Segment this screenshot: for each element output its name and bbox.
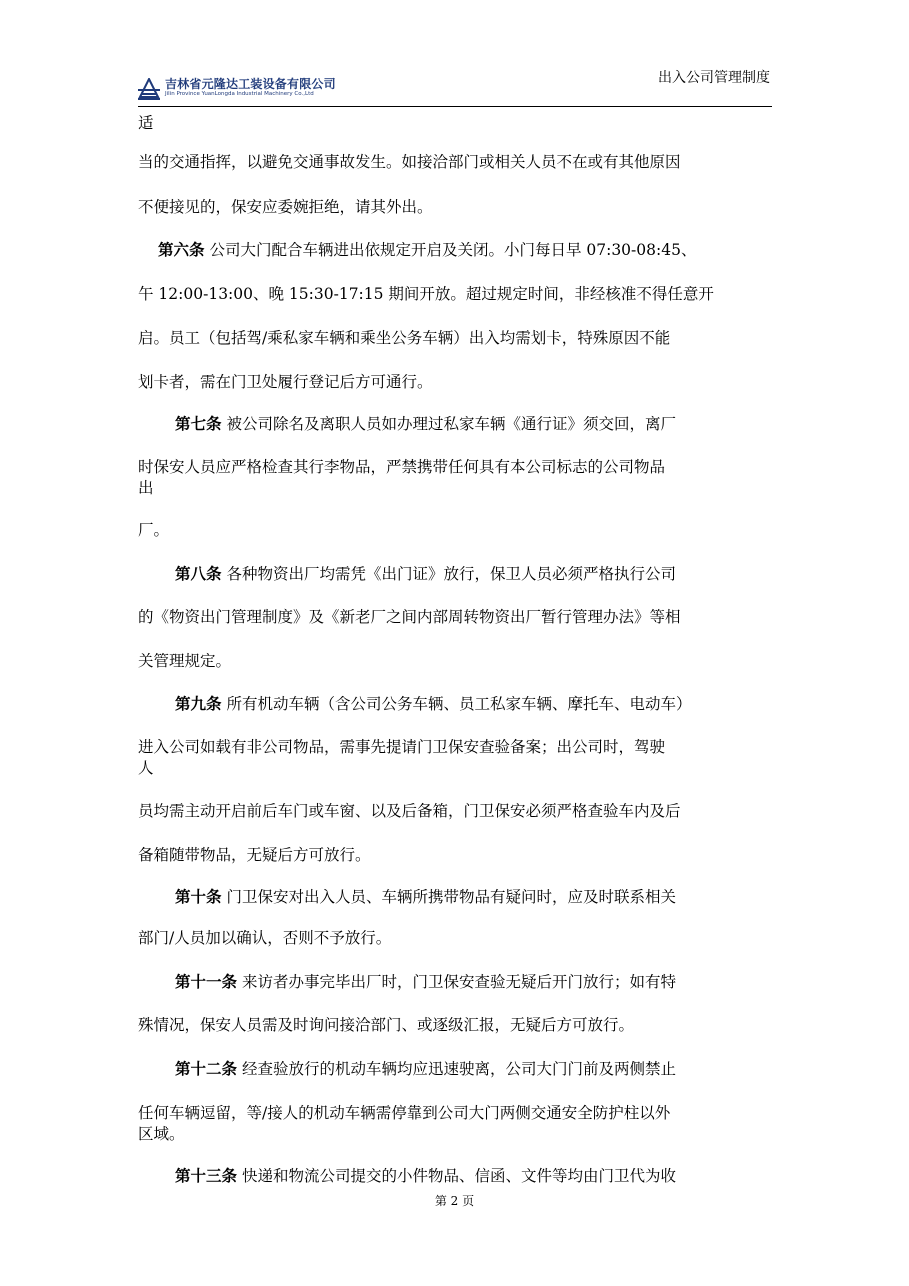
article-number: 第八条 xyxy=(175,565,222,583)
text-line: 当的交通指挥，以避免交通事故发生。如接洽部门或相关人员不在或有其他原因 xyxy=(138,153,681,171)
document-title: 出入公司管理制度 xyxy=(658,70,770,86)
text-line: 时保安人员应严格检查其行李物品，严禁携带任何具有本公司标志的公司物品 xyxy=(138,458,666,476)
text-line: 的《物资出门管理制度》及《新老厂之间内部周转物资出厂暂行管理办法》等相 xyxy=(138,608,681,626)
text-line: 区域。 xyxy=(138,1125,185,1143)
article-line xyxy=(175,564,676,584)
text-line: 关管理规定。 xyxy=(138,652,232,670)
text-line: 备箱随带物品，无疑后方可放行。 xyxy=(138,846,371,864)
text-line: 进入公司如载有非公司物品，需事先提请门卫保安查验备案；出公司时，驾驶 xyxy=(138,738,666,756)
text-line: 厂。 xyxy=(138,521,170,539)
article-number: 第六条 xyxy=(158,241,205,259)
text-line: 划卡者，需在门卫处履行登记后方可通行。 xyxy=(138,373,433,391)
article-number: 第九条 xyxy=(175,695,222,713)
article-line xyxy=(175,1059,676,1079)
company-logo-icon xyxy=(138,78,160,100)
article-number: 第七条 xyxy=(175,415,222,433)
article-text: 各种物资出厂均需凭《出门证》放行，保卫人员必须严格执行公司 xyxy=(221,565,676,583)
page-number: 第 2 页 xyxy=(434,1194,475,1208)
article-text: 快递和物流公司提交的小件物品、信函、文件等均由门卫代为收 xyxy=(237,1167,676,1185)
article-number: 第十二条 xyxy=(175,1060,238,1078)
article-number: 第十一条 xyxy=(175,973,238,991)
company-name-en: Jilin Province YuanLongda Industrial Machinery Co.,Ltd xyxy=(165,91,314,97)
text-line: 殊情况，保安人员需及时询问接洽部门、或逐级汇报，无疑后方可放行。 xyxy=(138,1016,635,1034)
text-line: 部门/人员加以确认，否则不予放行。 xyxy=(138,929,392,947)
text-line: 员均需主动开启前后车门或车窗、以及后备箱，门卫保安必须严格查验车内及后 xyxy=(138,802,681,820)
text-line: 启。员工（包括驾/乘私家车辆和乘坐公务车辆）出入均需划卡，特殊原因不能 xyxy=(138,329,671,347)
text-line: 适 xyxy=(138,114,154,132)
text-line: 午 12:00-13:00、晚 15:30-17:15 期间开放。超过规定时间，非经核准不得任意开 xyxy=(138,285,714,303)
page-header xyxy=(138,60,772,107)
article-text: 经查验放行的机动车辆均应迅速驶离，公司大门门前及两侧禁止 xyxy=(237,1060,676,1078)
company-name-cn: 吉林省元隆达工装设备有限公司 xyxy=(165,77,336,91)
company-logo xyxy=(138,78,336,100)
article-text: 所有机动车辆（含公司公务车辆、员工私家车辆、摩托车、电动车） xyxy=(221,695,692,713)
article-line xyxy=(175,972,676,992)
article-line xyxy=(175,694,691,714)
article-number: 第十条 xyxy=(175,888,222,906)
text-line: 不便接见的，保安应委婉拒绝，请其外出。 xyxy=(138,198,433,216)
text-line: 任何车辆逗留，等/接人的机动车辆需停靠到公司大门两侧交通安全防护柱以外 xyxy=(138,1104,671,1122)
article-line xyxy=(175,1166,676,1186)
article-text: 来访者办事完毕出厂时，门卫保安查验无疑后开门放行；如有特 xyxy=(237,973,676,991)
article-number: 第十三条 xyxy=(175,1167,238,1185)
text-line: 人 xyxy=(138,759,154,777)
text-line: 出 xyxy=(138,479,154,497)
article-line xyxy=(175,414,676,434)
article-text: 门卫保安对出入人员、车辆所携带物品有疑问时，应及时联系相关 xyxy=(221,888,676,906)
article-text: 公司大门配合车辆进出依规定开启及关闭。小门每日早 07:30-08:45、 xyxy=(204,241,697,259)
article-line xyxy=(158,240,696,260)
article-text: 被公司除名及离职人员如办理过私家车辆《通行证》须交回，离厂 xyxy=(221,415,676,433)
article-line xyxy=(175,887,676,907)
